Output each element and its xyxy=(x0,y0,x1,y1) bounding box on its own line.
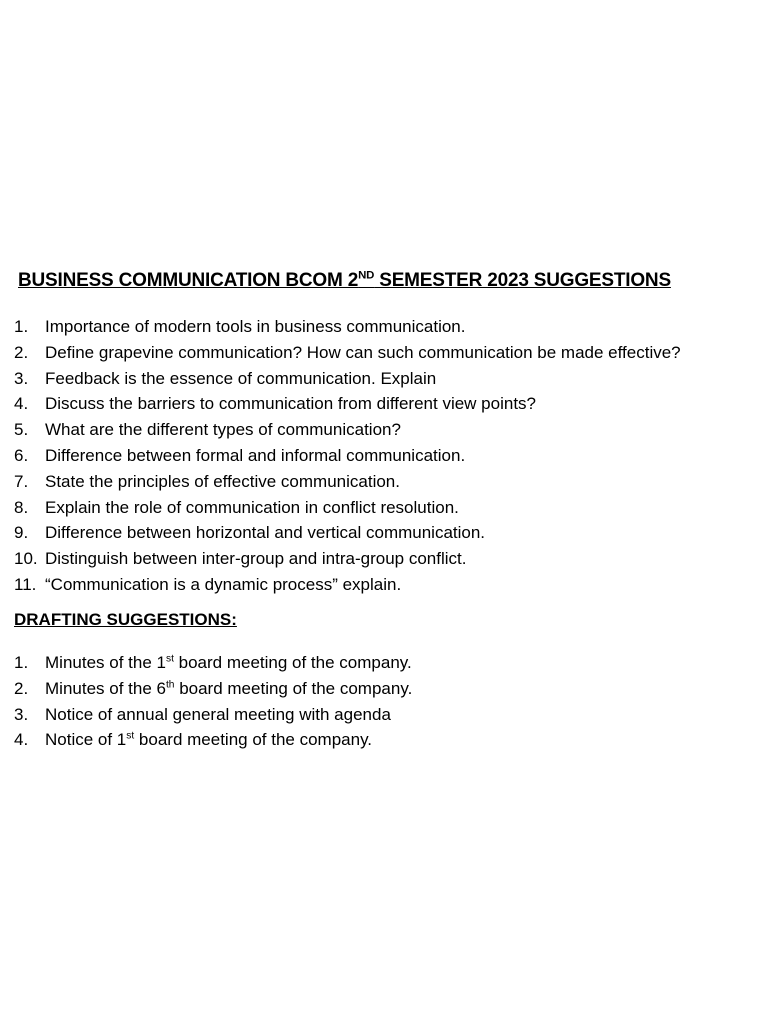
drafting-item xyxy=(14,727,412,753)
drafting-text-end: board meeting of the company. xyxy=(134,730,373,750)
question-item xyxy=(14,366,681,392)
drafting-item xyxy=(14,676,412,702)
question-item xyxy=(14,417,681,443)
question-number: 7. xyxy=(14,471,29,491)
drafting-number: 3. xyxy=(14,704,29,724)
question-number: 3. xyxy=(14,368,29,388)
drafting-text-end: board meeting of the company. xyxy=(174,678,413,698)
question-item xyxy=(14,314,681,340)
question-text: Define grapevine communication? How can such communication be made effective? xyxy=(45,342,681,362)
question-item xyxy=(14,391,681,417)
title-text-start: BUSINESS COMMUNICATION BCOM 2 xyxy=(18,270,359,291)
question-number: 1. xyxy=(14,317,29,336)
drafting-text-start: Minutes of the 1 xyxy=(45,653,166,672)
question-text: State the principles of effective communication. xyxy=(45,471,400,491)
question-text: Discuss the barriers to communication from different view points? xyxy=(45,394,536,414)
question-text: Difference between horizontal and vertical communication. xyxy=(45,523,486,543)
question-text: What are the different types of communication? xyxy=(45,420,401,440)
drafting-text-start: Notice of annual general meeting with agenda xyxy=(45,704,391,724)
drafting-superscript: st xyxy=(165,653,174,665)
question-text: Explain the role of communication in conflict resolution. xyxy=(45,497,459,517)
question-item xyxy=(14,340,681,366)
question-number: 10. xyxy=(14,549,38,569)
question-text: “Communication is a dynamic process” explain. xyxy=(45,574,402,594)
drafting-item xyxy=(14,650,412,676)
question-text: Importance of modern tools in business communication. xyxy=(45,317,466,336)
question-item xyxy=(14,443,681,469)
drafting-heading: DRAFTING SUGGESTIONS: xyxy=(14,610,237,629)
drafting-list xyxy=(14,650,412,753)
question-text: Distinguish between inter-group and intra-group conflict. xyxy=(45,549,467,569)
drafting-text-start: Minutes of the 6 xyxy=(45,678,166,698)
question-number: 4. xyxy=(14,394,29,414)
title-superscript: ND xyxy=(358,269,375,282)
question-number: 8. xyxy=(14,497,29,517)
question-item xyxy=(14,495,681,521)
question-number: 6. xyxy=(14,445,29,465)
drafting-number: 4. xyxy=(14,730,29,750)
document-title xyxy=(18,270,758,292)
drafting-superscript: st xyxy=(126,730,135,742)
question-item xyxy=(14,520,681,546)
question-number: 9. xyxy=(14,523,29,543)
question-text: Feedback is the essence of communication. Explain xyxy=(45,368,437,388)
drafting-text-end: board meeting of the company. xyxy=(173,653,412,672)
drafting-text-start: Notice of 1 xyxy=(45,730,127,750)
question-number: 2. xyxy=(14,342,29,362)
title-text-end: SEMESTER 2023 SUGGESTIONS xyxy=(374,270,671,291)
question-number: 11. xyxy=(14,574,37,594)
question-number: 5. xyxy=(14,420,29,440)
question-item xyxy=(14,469,681,495)
question-item xyxy=(14,572,681,598)
drafting-item xyxy=(14,702,412,728)
question-list xyxy=(14,314,681,598)
question-item xyxy=(14,546,681,572)
question-text: Difference between formal and informal communication. xyxy=(45,445,466,465)
drafting-number: 1. xyxy=(14,653,29,672)
drafting-number: 2. xyxy=(14,678,29,698)
drafting-superscript: th xyxy=(165,679,175,691)
